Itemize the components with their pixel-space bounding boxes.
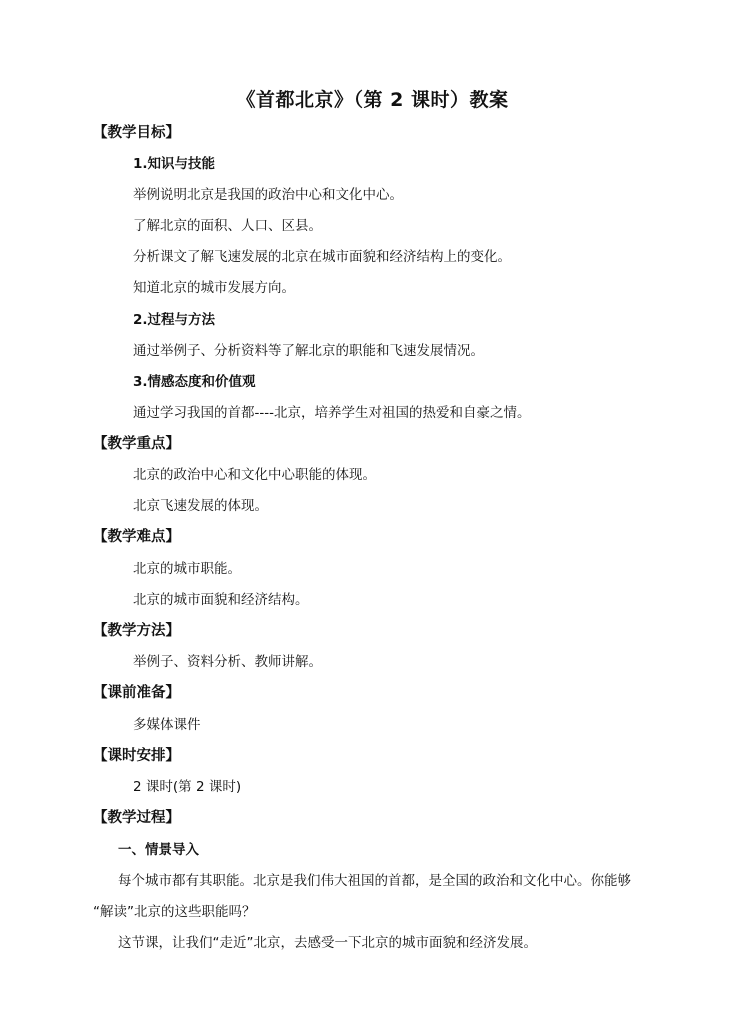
document-title: 《首都北京》（第 2 课时）教案: [236, 89, 509, 111]
key-point-item: 北京飞速发展的体现。: [133, 498, 268, 514]
goal-item: 了解北京的面积、人口、区县。: [133, 218, 322, 234]
heading-teaching-goals: 【教学目标】: [93, 125, 180, 141]
heading-process: 【教学过程】: [93, 810, 180, 826]
goal-item: 分析课文了解飞速发展的北京在城市面貌和经济结构上的变化。: [133, 249, 511, 265]
key-point-item: 北京的政治中心和文化中心职能的体现。: [133, 467, 376, 483]
goal-item: 通过学习我国的首都----北京，培养学生对祖国的热爱和自豪之情。: [133, 405, 531, 421]
heading-difficulties: 【教学难点】: [93, 529, 180, 545]
goal-item: 知道北京的城市发展方向。: [133, 280, 295, 296]
heading-methods: 【教学方法】: [93, 623, 180, 639]
goal-item: 举例说明北京是我国的政治中心和文化中心。: [133, 187, 403, 203]
subheading-process-method: 2.过程与方法: [133, 312, 216, 328]
heading-key-points: 【教学重点】: [93, 436, 180, 452]
difficulty-item: 北京的城市面貌和经济结构。: [133, 592, 309, 608]
heading-preparation: 【课前准备】: [93, 685, 180, 701]
process-paragraph-continuation: “解读”北京的这些职能吗？: [93, 904, 256, 920]
process-paragraph: 这节课，让我们“走近”北京，去感受一下北京的城市面貌和经济发展。: [118, 935, 537, 951]
goal-item: 通过举例子、分析资料等了解北京的职能和飞速发展情况。: [133, 343, 484, 359]
difficulty-item: 北京的城市职能。: [133, 561, 241, 577]
subheading-attitude-values: 3.情感态度和价值观: [133, 374, 256, 390]
method-item: 举例子、资料分析、教师讲解。: [133, 654, 322, 670]
schedule-item: 2 课时(第 2 课时): [133, 779, 242, 795]
preparation-item: 多媒体课件: [133, 717, 201, 733]
process-paragraph: 每个城市都有其职能。北京是我们伟大祖国的首都，是全国的政治和文化中心。你能够: [118, 873, 631, 889]
heading-schedule: 【课时安排】: [93, 748, 180, 764]
subheading-scenario-intro: 一、情景导入: [118, 842, 199, 858]
subheading-knowledge-skills: 1.知识与技能: [133, 156, 216, 172]
